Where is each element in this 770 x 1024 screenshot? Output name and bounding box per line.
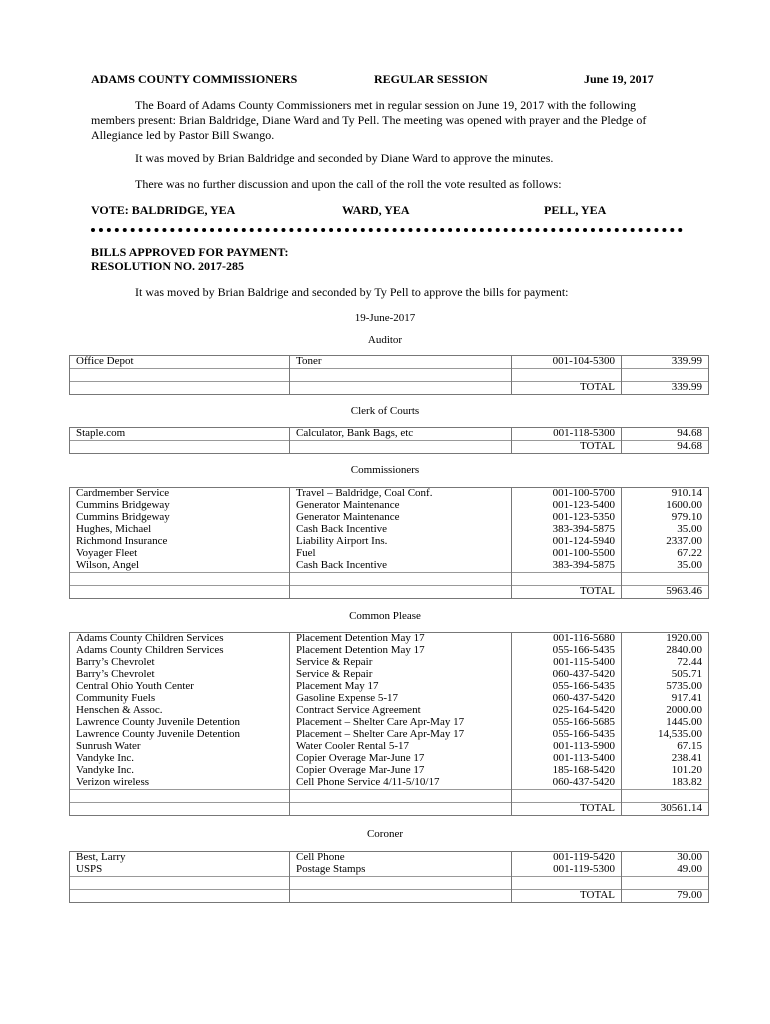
bill-row <box>70 645 709 657</box>
amount-cell: 917.41 <box>622 693 709 705</box>
bill-row <box>70 681 709 693</box>
bills-table <box>69 851 709 903</box>
account-cell: 055-166-5435 <box>512 729 622 741</box>
section-title: Clerk of Courts <box>350 405 420 417</box>
description-cell: Cash Back Incentive <box>290 560 512 573</box>
amount-cell: 910.14 <box>622 488 709 501</box>
bill-row <box>70 488 709 501</box>
blank-row <box>70 573 709 586</box>
bills-motion: It was moved by Brian Baldrige and seconded by Ty Pell to approve the bills for payment: <box>135 285 569 299</box>
account-cell: 383-394-5875 <box>512 560 622 573</box>
bills-table <box>69 355 709 395</box>
blank-cell <box>622 877 709 890</box>
header-date: June 19, 2017 <box>584 72 654 86</box>
amount-cell: 1600.00 <box>622 500 709 512</box>
vendor-cell: Henschen & Assoc. <box>70 705 290 717</box>
account-cell: 001-100-5700 <box>512 488 622 501</box>
bill-row <box>70 717 709 729</box>
blank-cell <box>290 441 512 454</box>
total-amount: 94.68 <box>622 441 709 454</box>
blank-cell <box>70 441 290 454</box>
total-amount: 79.00 <box>622 890 709 903</box>
bill-row <box>70 524 709 536</box>
bill-row <box>70 633 709 646</box>
total-amount: 339.99 <box>622 382 709 395</box>
vendor-cell: Verizon wireless <box>70 777 290 790</box>
intro-paragraph: The Board of Adams County Commissioners met in regular session on June 19, 2017 with the following members present: Brian Baldridge, Diane Ward and Ty Pell. The meeting was opened with prayer and the Pledge of Allegiance led by Pastor Bill Swango. <box>91 98 647 142</box>
total-row <box>70 890 709 903</box>
description-cell: Travel – Baldridge, Coal Conf. <box>290 488 512 501</box>
description-cell: Water Cooler Rental 5-17 <box>290 741 512 753</box>
dotted-divider <box>91 228 683 232</box>
account-cell: 001-113-5400 <box>512 753 622 765</box>
blank-row <box>70 369 709 382</box>
vendor-cell: Cardmember Service <box>70 488 290 501</box>
bills-date: 19-June-2017 <box>354 312 416 324</box>
description-cell: Generator Maintenance <box>290 512 512 524</box>
account-cell: 001-119-5300 <box>512 864 622 877</box>
bill-row <box>70 705 709 717</box>
vendor-cell: Wilson, Angel <box>70 560 290 573</box>
blank-cell <box>70 382 290 395</box>
bill-row <box>70 548 709 560</box>
description-cell: Placement – Shelter Care Apr-May 17 <box>290 717 512 729</box>
vendor-cell: Office Depot <box>70 356 290 369</box>
vendor-cell: Staple.com <box>70 428 290 441</box>
blank-cell <box>512 573 622 586</box>
bill-row <box>70 356 709 369</box>
vendor-cell: Community Fuels <box>70 693 290 705</box>
minutes-motion: It was moved by Brian Baldridge and seconded by Diane Ward to approve the minutes. <box>135 151 554 165</box>
account-cell: 055-166-5685 <box>512 717 622 729</box>
description-cell: Service & Repair <box>290 669 512 681</box>
amount-cell: 339.99 <box>622 356 709 369</box>
blank-cell <box>290 877 512 890</box>
account-cell: 383-394-5875 <box>512 524 622 536</box>
total-amount: 5963.46 <box>622 586 709 599</box>
description-cell: Postage Stamps <box>290 864 512 877</box>
description-cell: Service & Repair <box>290 657 512 669</box>
description-cell: Contract Service Agreement <box>290 705 512 717</box>
blank-cell <box>290 573 512 586</box>
blank-cell <box>70 890 290 903</box>
amount-cell: 2840.00 <box>622 645 709 657</box>
total-label: TOTAL <box>512 890 622 903</box>
blank-cell <box>622 790 709 803</box>
amount-cell: 5735.00 <box>622 681 709 693</box>
description-cell: Calculator, Bank Bags, etc <box>290 428 512 441</box>
bills-table <box>69 427 709 454</box>
bill-row <box>70 560 709 573</box>
amount-cell: 67.15 <box>622 741 709 753</box>
bill-row <box>70 536 709 548</box>
resolution-number: RESOLUTION NO. 2017-285 <box>91 259 245 273</box>
amount-cell: 2000.00 <box>622 705 709 717</box>
description-cell: Gasoline Expense 5-17 <box>290 693 512 705</box>
blank-cell <box>70 573 290 586</box>
section-title: Common Please <box>349 610 421 622</box>
account-cell: 001-100-5500 <box>512 548 622 560</box>
description-cell: Copier Overage Mar-June 17 <box>290 765 512 777</box>
blank-cell <box>290 790 512 803</box>
amount-cell: 101.20 <box>622 765 709 777</box>
vendor-cell: Cummins Bridgeway <box>70 500 290 512</box>
account-cell: 001-123-5400 <box>512 500 622 512</box>
total-label: TOTAL <box>512 586 622 599</box>
description-cell: Placement Detention May 17 <box>290 645 512 657</box>
bills-table <box>69 632 709 816</box>
blank-row <box>70 877 709 890</box>
amount-cell: 35.00 <box>622 560 709 573</box>
description-cell: Fuel <box>290 548 512 560</box>
vendor-cell: Best, Larry <box>70 852 290 865</box>
section-title: Auditor <box>367 334 403 346</box>
description-cell: Cell Phone Service 4/11-5/10/17 <box>290 777 512 790</box>
total-label: TOTAL <box>512 803 622 816</box>
section-title: Commissioners <box>350 464 420 476</box>
vote-pell: PELL, YEA <box>544 203 607 217</box>
vendor-cell: Central Ohio Youth Center <box>70 681 290 693</box>
total-row <box>70 382 709 395</box>
account-cell: 060-437-5420 <box>512 693 622 705</box>
amount-cell: 1920.00 <box>622 633 709 646</box>
amount-cell: 94.68 <box>622 428 709 441</box>
vendor-cell: Lawrence County Juvenile Detention <box>70 717 290 729</box>
bill-row <box>70 512 709 524</box>
bill-row <box>70 765 709 777</box>
blank-cell <box>290 369 512 382</box>
bills-heading <box>91 245 288 273</box>
vendor-cell: Barry’s Chevrolet <box>70 657 290 669</box>
blank-cell <box>512 369 622 382</box>
bills-table <box>69 487 709 599</box>
blank-cell <box>290 586 512 599</box>
blank-cell <box>70 803 290 816</box>
total-amount: 30561.14 <box>622 803 709 816</box>
amount-cell: 505.71 <box>622 669 709 681</box>
account-cell: 060-437-5420 <box>512 669 622 681</box>
amount-cell: 30.00 <box>622 852 709 865</box>
account-cell: 060-437-5420 <box>512 777 622 790</box>
account-cell: 001-113-5900 <box>512 741 622 753</box>
blank-cell <box>70 877 290 890</box>
amount-cell: 72.44 <box>622 657 709 669</box>
vendor-cell: Voyager Fleet <box>70 548 290 560</box>
header-title: ADAMS COUNTY COMMISSIONERS <box>91 72 298 86</box>
account-cell: 001-124-5940 <box>512 536 622 548</box>
amount-cell: 1445.00 <box>622 717 709 729</box>
vendor-cell: Adams County Children Services <box>70 633 290 646</box>
amount-cell: 2337.00 <box>622 536 709 548</box>
description-cell: Placement – Shelter Care Apr-May 17 <box>290 729 512 741</box>
bill-row <box>70 741 709 753</box>
bill-row <box>70 777 709 790</box>
vendor-cell: Richmond Insurance <box>70 536 290 548</box>
bill-row <box>70 693 709 705</box>
description-cell: Copier Overage Mar-June 17 <box>290 753 512 765</box>
bill-row <box>70 753 709 765</box>
amount-cell: 979.10 <box>622 512 709 524</box>
section-title: Coroner <box>366 828 404 840</box>
total-label: TOTAL <box>512 441 622 454</box>
vendor-cell: Adams County Children Services <box>70 645 290 657</box>
description-cell: Toner <box>290 356 512 369</box>
total-label: TOTAL <box>512 382 622 395</box>
bill-row <box>70 729 709 741</box>
bill-row <box>70 500 709 512</box>
description-cell: Cash Back Incentive <box>290 524 512 536</box>
vote-ward: WARD, YEA <box>342 203 410 217</box>
blank-cell <box>290 890 512 903</box>
amount-cell: 67.22 <box>622 548 709 560</box>
blank-cell <box>622 573 709 586</box>
blank-cell <box>70 790 290 803</box>
account-cell: 001-116-5680 <box>512 633 622 646</box>
account-cell: 055-166-5435 <box>512 681 622 693</box>
amount-cell: 14,535.00 <box>622 729 709 741</box>
vendor-cell: Sunrush Water <box>70 741 290 753</box>
description-cell: Liability Airport Ins. <box>290 536 512 548</box>
amount-cell: 49.00 <box>622 864 709 877</box>
account-cell: 001-104-5300 <box>512 356 622 369</box>
blank-cell <box>512 877 622 890</box>
vendor-cell: Barry’s Chevrolet <box>70 669 290 681</box>
account-cell: 001-118-5300 <box>512 428 622 441</box>
account-cell: 025-164-5420 <box>512 705 622 717</box>
vote-baldridge: VOTE: BALDRIDGE, YEA <box>91 203 236 217</box>
roll-call-text: There was no further discussion and upon the call of the roll the vote resulted as follows: <box>135 177 562 191</box>
total-row <box>70 586 709 599</box>
amount-cell: 238.41 <box>622 753 709 765</box>
blank-cell <box>290 382 512 395</box>
blank-cell <box>290 803 512 816</box>
blank-cell <box>622 369 709 382</box>
amount-cell: 183.82 <box>622 777 709 790</box>
description-cell: Placement Detention May 17 <box>290 633 512 646</box>
account-cell: 001-123-5350 <box>512 512 622 524</box>
blank-cell <box>70 369 290 382</box>
blank-cell <box>512 790 622 803</box>
blank-row <box>70 790 709 803</box>
vendor-cell: Hughes, Michael <box>70 524 290 536</box>
vendor-cell: Lawrence County Juvenile Detention <box>70 729 290 741</box>
description-cell: Cell Phone <box>290 852 512 865</box>
total-row <box>70 441 709 454</box>
description-cell: Placement May 17 <box>290 681 512 693</box>
account-cell: 001-119-5420 <box>512 852 622 865</box>
vendor-cell: Cummins Bridgeway <box>70 512 290 524</box>
vendor-cell: Vandyke Inc. <box>70 753 290 765</box>
vendor-cell: USPS <box>70 864 290 877</box>
total-row <box>70 803 709 816</box>
account-cell: 001-115-5400 <box>512 657 622 669</box>
bill-row <box>70 864 709 877</box>
amount-cell: 35.00 <box>622 524 709 536</box>
account-cell: 055-166-5435 <box>512 645 622 657</box>
description-cell: Generator Maintenance <box>290 500 512 512</box>
bill-row <box>70 428 709 441</box>
header-session: REGULAR SESSION <box>374 72 488 86</box>
bill-row <box>70 852 709 865</box>
bills-title: BILLS APPROVED FOR PAYMENT: <box>91 245 289 259</box>
vendor-cell: Vandyke Inc. <box>70 765 290 777</box>
bill-row <box>70 669 709 681</box>
blank-cell <box>70 586 290 599</box>
account-cell: 185-168-5420 <box>512 765 622 777</box>
bill-row <box>70 657 709 669</box>
